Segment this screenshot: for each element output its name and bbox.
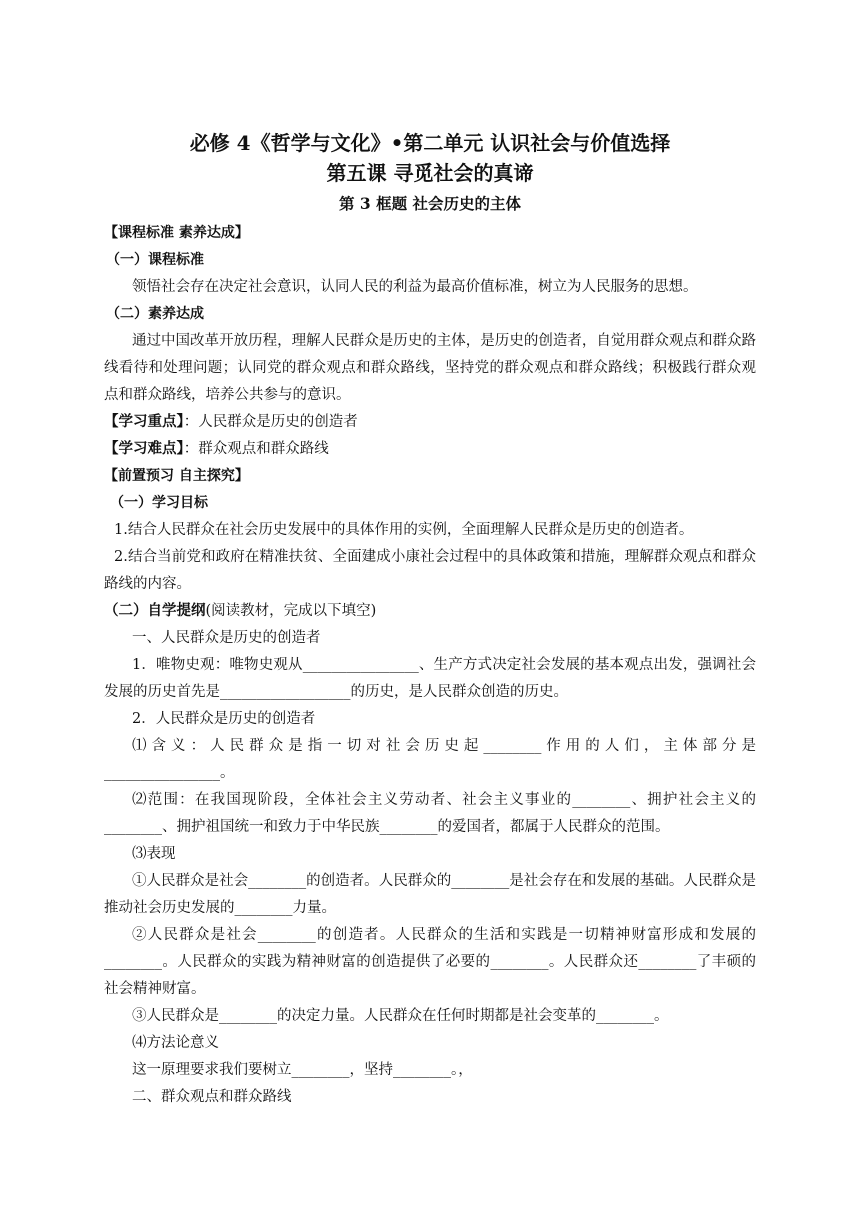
item-2-3: ⑶表现	[132, 846, 176, 862]
item-2-4-text: 这一原理要求我们要树立________，坚持________。，	[132, 1062, 473, 1078]
goal-2: 2.结合当前党和政府在精准扶贫、全面建成小康社会过程中的具体政策和措施，理解群众观点和群众路线的内容。	[104, 549, 756, 592]
difficulty-line	[104, 436, 756, 463]
item-2-3a: ①人民群众是社会________的创造者。人民群众的________是社会存在和发展的基础。人民群众是推动社会历史发展的________力量。	[104, 873, 756, 916]
part2-title: 二、群众观点和群众路线	[132, 1089, 292, 1105]
preview-heading: 【前置预习 自主探究】	[104, 468, 249, 484]
literacy-text: 通过中国改革开放历程，理解人民群众是历史的主体，是历史的创造者，自觉用群众观点和群众路线看待和处理问题；认同党的群众观点和群众路线，坚持党的群众观点和群众路线；积极践行群众观点和群众路线，培养公共参与的意识。	[104, 333, 756, 403]
part1-title: 一、人民群众是历史的创造者	[132, 630, 321, 646]
difficulty-label: 【学习难点】	[104, 441, 184, 457]
difficulty-text: ：群众观点和群众路线	[183, 441, 329, 457]
item-2-3c: ③人民群众是________的决定力量。人民群众在任何时期都是社会变革的________。	[132, 1008, 669, 1024]
goal-1: 1.结合人民群众在社会历史发展中的具体作用的实例，全面理解人民群众是历史的创造者。	[114, 522, 694, 538]
focus-text: ：人民群众是历史的创造者	[183, 414, 358, 430]
item-2-3b: ②人民群众是社会________的创造者。人民群众的生活和实践是一切精神财富形成和发展的________。人民群众的实践为精神财富的创造提供了必要的________。人民群众还________了丰硕的社会精神财富。	[104, 927, 756, 997]
item-2: 2．人民群众是历史的创造者	[132, 711, 316, 727]
course-standard-text: 领悟社会存在决定社会意识，认同人民的利益为最高价值标准，树立为人民服务的思想。	[132, 279, 698, 295]
outline-note: (阅读教材，完成以下填空)	[205, 603, 377, 619]
focus-line	[104, 409, 756, 436]
item-2-1-line2: ________________。	[104, 765, 235, 781]
item-2-4: ⑷方法论意义	[132, 1035, 219, 1051]
outline-heading-line	[104, 598, 756, 625]
document-content	[104, 128, 756, 1111]
item-2-2: ⑵范围：在我国现阶段，全体社会主义劳动者、社会主义事业的________、拥护社会主义的________、拥护祖国统一和致力于中华民族________的爱国者，都属于人民群众的范围。	[104, 792, 756, 835]
standards-heading: 【课程标准 素养达成】	[104, 225, 249, 241]
focus-label: 【学习重点】	[104, 414, 184, 430]
outline-heading: （二）自学提纲	[104, 603, 206, 619]
item-2-1-line1: ⑴ 含 义 ： 人 民 群 众 是 指 一 切 对 社 会 历 史 起 ________ 作 用 的 人 们 ， 主 体 部 分 是	[132, 738, 756, 754]
lesson-title: 第五课 寻觅社会的真谛	[326, 161, 534, 185]
course-standard-heading: （一）课程标准	[106, 252, 204, 268]
item-1: 1．唯物史观：唯物史观从________________、生产方式决定社会发展的基本观点出发，强调社会发展的历史首先是__________________的历史，是人民群众创造的历史。	[104, 657, 756, 700]
document-title: 必修 4《哲学与文化》•第二单元 认识社会与价值选择	[189, 131, 671, 155]
literacy-heading: （二）素养达成	[106, 306, 204, 322]
goals-heading: （一）学习目标	[110, 495, 208, 511]
frame-title: 第 3 框题 社会历史的主体	[339, 194, 521, 213]
